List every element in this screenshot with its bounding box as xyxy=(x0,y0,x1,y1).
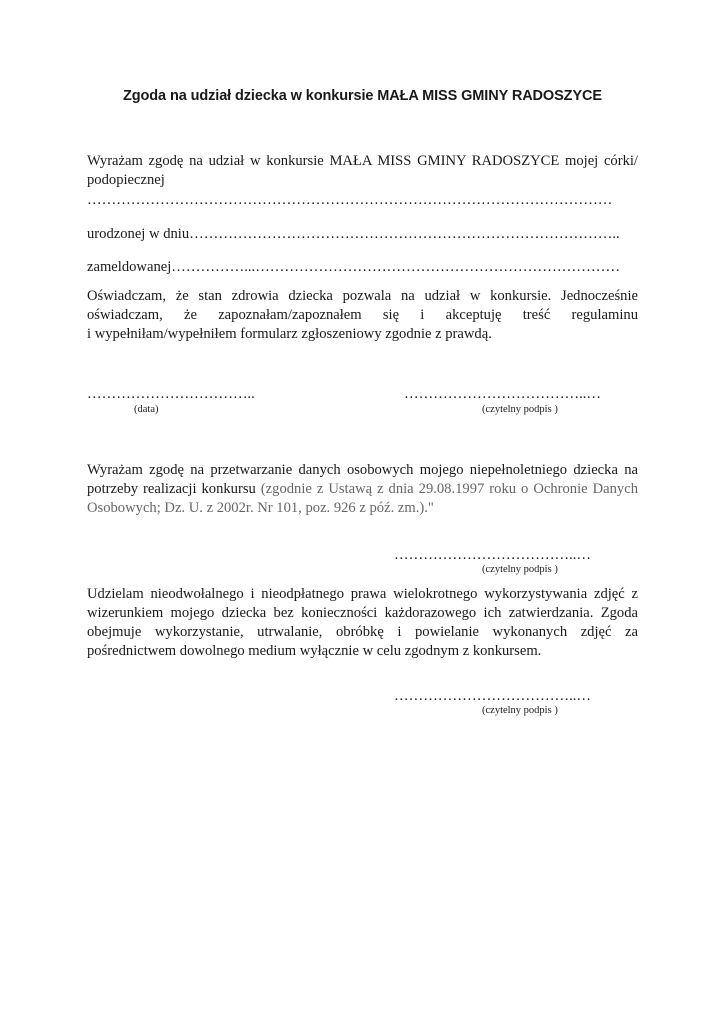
signature-field-3[interactable]: ………………………………..… xyxy=(394,688,592,704)
signature-field-2[interactable]: ………………………………..… xyxy=(394,547,592,563)
declaration-line-2: oświadczam, że zapoznałam/zapoznałem się i akceptuję treść regulaminu xyxy=(87,307,638,323)
page-title: Zgoda na udział dziecka w konkursie MAŁA MISS GMINY RADOSZYCE xyxy=(123,88,602,104)
child-name-field[interactable]: ……………………………………………………………………………………………… xyxy=(87,192,613,208)
signature-caption-3: (czytelny podpis ) xyxy=(482,705,558,716)
image-consent-paragraph: Udzielam nieodwołalnego i nieodpłatnego prawa wielokrotnego wykorzystywania zdjęć z wizerunkiem mojego dziecka bez konieczności każdorazowego ich zatwierdzania. Zgoda obejmuje wykorzystanie, utrwalanie, obróbkę i powielanie wykonanych zdjęć za pośrednictwem dowolnego medium wyłącznie w celu zgodnym z konkursem. xyxy=(87,586,638,659)
declaration-line-1: Oświadczam, że stan zdrowia dziecka pozwala na udział w konkursie. Jednocześnie xyxy=(87,288,638,304)
data-consent-text: Wyrażam zgodę na przetwarzanie danych osobowych mojego niepełnoletniego dziecka na potrzeby realizacji konkursu xyxy=(87,462,638,497)
date-caption: (data) xyxy=(134,404,159,415)
signature-caption-2: (czytelny podpis ) xyxy=(482,564,558,575)
birth-date-field[interactable]: urodzonej w dniu…………………………………………………………………………….. xyxy=(87,226,620,242)
date-field[interactable]: …………………………….. xyxy=(87,386,255,402)
registered-address-field[interactable]: zameldowanej……………...………………………………………………………………… xyxy=(87,259,621,275)
consent-line-1: Wyrażam zgodę na udział w konkursie MAŁA MISS GMINY RADOSZYCE mojej córki/ xyxy=(87,153,638,169)
signature-field-1[interactable]: ………………………………..… xyxy=(404,386,602,402)
consent-line-2: podopiecznej xyxy=(87,172,165,188)
declaration-line-3: i wypełniłam/wypełniłem formularz zgłoszeniowy zgodnie z prawdą. xyxy=(87,326,492,342)
data-consent-legal-reference: (zgodnie z Ustawą z dnia 29.08.1997 roku o Ochronie Danych Osobowych; Dz. U. z 2002r. Nr 101, poz. 926 z póź. zm.)." xyxy=(87,481,638,516)
signature-caption-1: (czytelny podpis ) xyxy=(482,404,558,415)
data-consent-paragraph xyxy=(87,461,638,518)
